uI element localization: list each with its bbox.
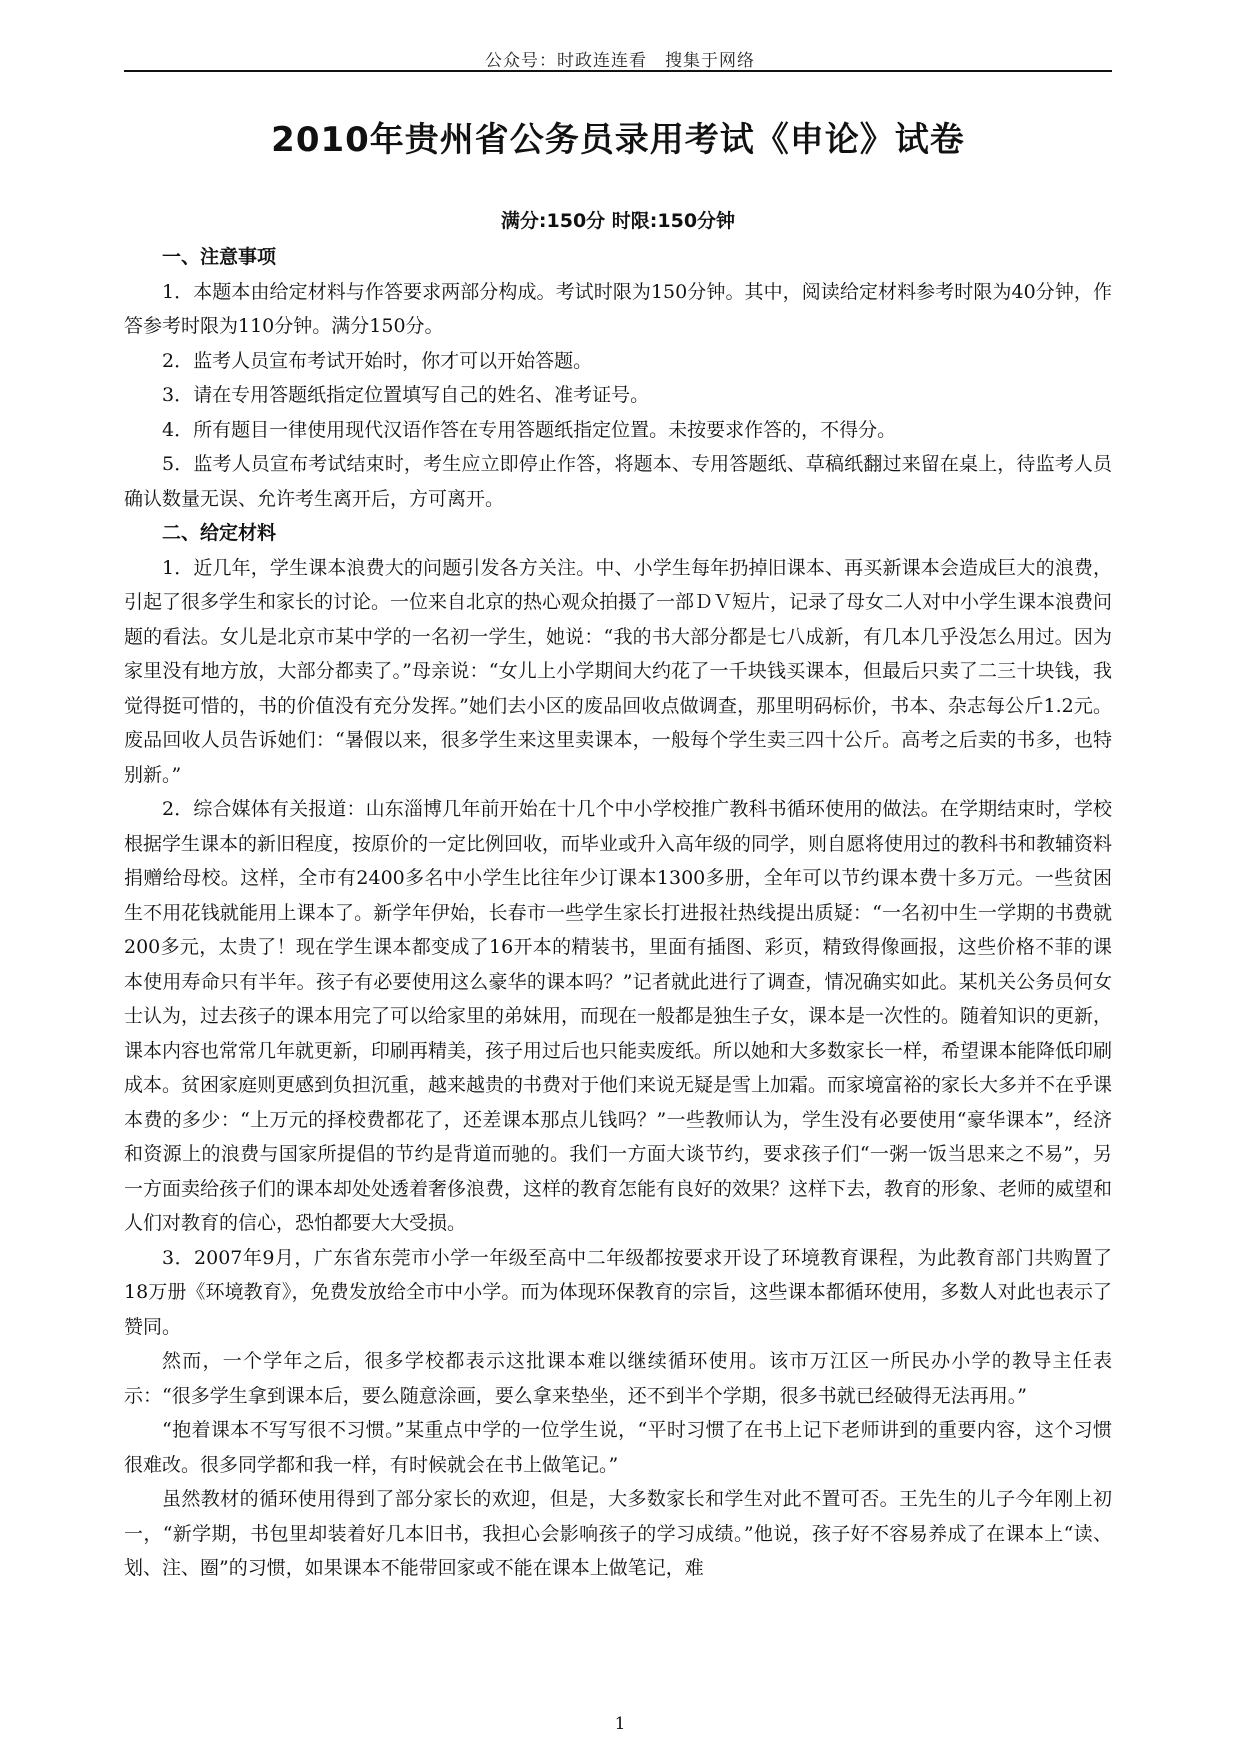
material-paragraph: 1．近几年，学生课本浪费大的问题引发各方关注。中、小学生每年扔掉旧课本、再买新课本会造成巨大的浪费，引起了很多学生和家长的讨论。一位来自北京的热心观众拍摄了一部ＤＶ短片，记录了母女二人对中小学生课本浪费问题的看法。女儿是北京市某中学的一名初一学生，她说：“我的书大部分都是七八成新，有几本几乎没怎么用过。因为家里没有地方放，大部分都卖了。”母亲说：“女儿上小学期间大约花了一千块钱买课本，但最后只卖了二三十块钱，我觉得挺可惜的，书的价值没有充分发挥。”她们去小区的废品回收点做调查，那里明码标价，书本、杂志每公斤1.2元。废品回收人员告诉她们：“暑假以来，很多学生来这里卖课本，一般每个学生卖三四十公斤。高考之后卖的书多，也特别新。” xyxy=(124,556,1113,786)
section-heading-notice: 一、注意事项 xyxy=(162,246,277,268)
document-body xyxy=(124,240,1112,1586)
material-paragraph: “抱着课本不写写很不习惯。”某重点中学的一位学生说，“平时习惯了在书上记下老师讲到的重要内容，这个习惯很难改。很多同学都和我一样，有时候就会在书上做笔记。” xyxy=(124,1419,1112,1476)
header-divider xyxy=(124,70,1112,72)
notice-item: 5．监考人员宣布考试结束时，考生应立即停止作答，将题本、专用答题纸、草稿纸翻过来留在桌上，待监考人员确认数量无误、允许考生离开后，方可离开。 xyxy=(124,453,1112,510)
notice-item: 1．本题本由给定材料与作答要求两部分构成。考试时限为150分钟。其中，阅读给定材料参考时限为40分钟，作答参考时限为110分钟。满分150分。 xyxy=(124,280,1112,337)
material-paragraph: 2．综合媒体有关报道：山东淄博几年前开始在十几个中小学校推广教科书循环使用的做法。在学期结束时，学校根据学生课本的新旧程度，按原价的一定比例回收，而毕业或升入高年级的同学，则自愿将使用过的教科书和教辅资料捐赠给母校。这样，全市有2400多名中小学生比往年少订课本1300多册，全年可以节约课本费十多万元。一些贫困生不用花钱就能用上课本了。新学年伊始，长春市一些学生家长打进报社热线提出质疑：“一名初中生一学期的书费就200多元，太贵了！现在学生课本都变成了16开本的精装书，里面有插图、彩页，精致得像画报，这些价格不菲的课本使用寿命只有半年。孩子有必要使用这么豪华的课本吗？”记者就此进行了调查，情况确实如此。某机关公务员何女士认为，过去孩子的课本用完了可以给家里的弟妹用，而现在一般都是独生子女，课本是一次性的。随着知识的更新，课本内容也常常几年就更新，印刷再精美，孩子用过后也只能卖废纸。所以她和大多数家长一样，希望课本能降低印刷成本。贫困家庭则更感到负担沉重，越来越贵的书费对于他们来说无疑是雪上加霜。而家境富裕的家长大多并不在乎课本费的多少：“上万元的择校费都花了，还差课本那点儿钱吗？”一些教师认为，学生没有必要使用“豪华课本”，经济和资源上的浪费与国家所提倡的节约是背道而驰的。我们一方面大谈节约，要求孩子们“一粥一饭当思来之不易”，另一方面卖给孩子们的课本却处处透着奢侈浪费，这样的教育怎能有良好的效果？这样下去，教育的形象、老师的威望和人们对教育的信心，恐怕都要大大受损。 xyxy=(124,798,1113,1234)
notice-item: 4．所有题目一律使用现代汉语作答在专用答题纸指定位置。未按要求作答的，不得分。 xyxy=(162,418,897,441)
notice-item: 2．监考人员宣布考试开始时，你才可以开始答题。 xyxy=(162,349,593,372)
document-title: 2010年贵州省公务员录用考试《申论》试卷 xyxy=(271,120,965,160)
section-heading-materials: 二、给定材料 xyxy=(162,522,277,544)
notice-item: 3．请在专用答题纸指定位置填写自己的姓名、准考证号。 xyxy=(162,384,650,406)
exam-meta: 满分:150分 时限:150分钟 xyxy=(500,210,736,232)
material-paragraph: 虽然教材的循环使用得到了部分家长的欢迎，但是，大多数家长和学生对此不置可否。王先生的儿子今年刚上初一，“新学期，书包里却装着好几本旧书，我担心会影响孩子的学习成绩。”他说，孩子好不容易养成了在课本上“读、划、注、圈”的习惯，如果课本不能带回家或不能在课本上做笔记，难 xyxy=(124,1488,1112,1579)
page-number: 1 xyxy=(614,1714,626,1734)
material-paragraph: 然而，一个学年之后，很多学校都表示这批课本难以继续循环使用。该市万江区一所民办小学的教导主任表示：“很多学生拿到课本后，要么随意涂画，要么拿来垫坐，还不到半个学期，很多书就已经破得无法再用。” xyxy=(124,1350,1112,1407)
material-paragraph: 3．2007年9月，广东省东莞市小学一年级至高中二年级都按要求开设了环境教育课程，为此教育部门共购置了18万册《环境教育》，免费发放给全市中小学。而为体现环保教育的宗旨，这些课本都循环使用，多数人对此也表示了赞同。 xyxy=(124,1246,1112,1338)
page-header: 公众号：时政连连看 搜集于网络 xyxy=(485,51,755,71)
